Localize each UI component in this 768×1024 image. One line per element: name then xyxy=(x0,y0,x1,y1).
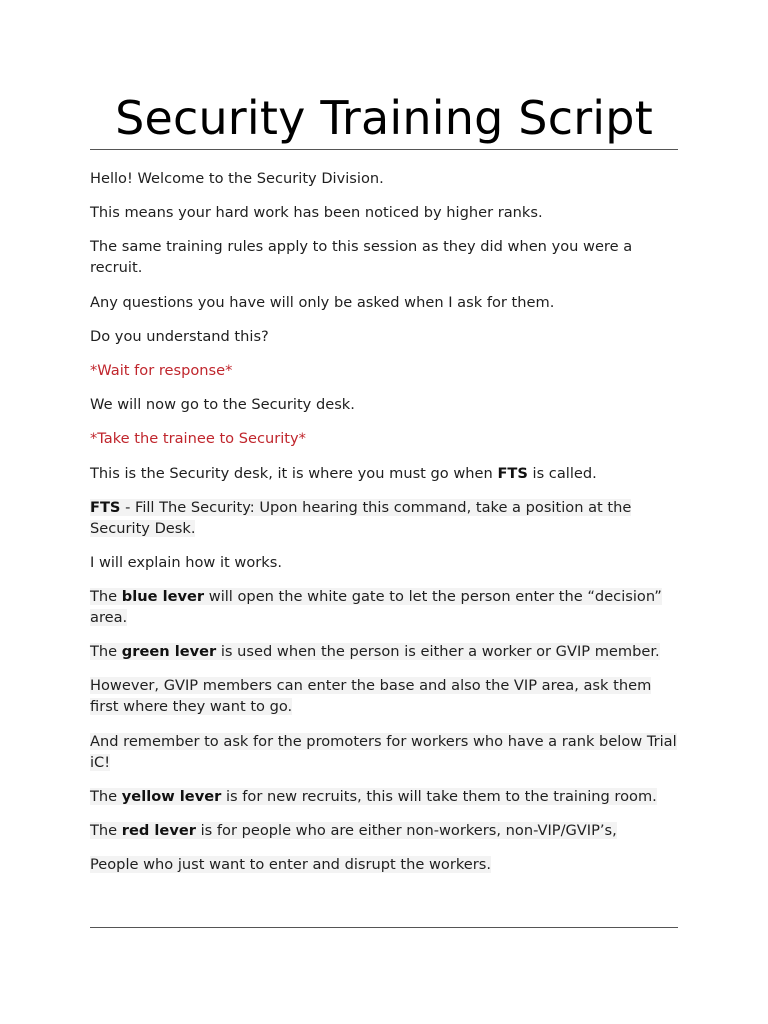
highlighted-text xyxy=(90,677,651,715)
text-run: Do you understand this? xyxy=(90,327,269,345)
text-run: *Take the trainee to Security* xyxy=(90,430,306,448)
script-paragraph xyxy=(90,497,678,539)
script-paragraph xyxy=(90,786,678,807)
bold-term: yellow lever xyxy=(121,787,222,805)
text-run: And remember to ask for the promoters for workers who have a rank below Trial iC! xyxy=(90,732,677,771)
text-run: is for people who are either non-workers, non-VIP/GVIP’s, xyxy=(195,822,617,839)
script-paragraph xyxy=(90,326,678,347)
text-run: The xyxy=(90,643,122,661)
text-run: This means your hard work has been noticed by higher ranks. xyxy=(90,204,543,222)
document-body xyxy=(90,168,678,888)
bold-term: blue lever xyxy=(121,588,205,606)
script-paragraph xyxy=(90,552,678,573)
text-run: is used when the person is either a worker or GVIP member. xyxy=(216,643,660,661)
bold-term: red lever xyxy=(121,822,196,839)
script-paragraph xyxy=(90,168,678,189)
bold-term: FTS xyxy=(90,498,121,516)
highlighted-text xyxy=(90,856,491,873)
text-run: *Wait for response* xyxy=(90,361,233,379)
document-title: Security Training Script xyxy=(115,91,653,145)
script-paragraph xyxy=(90,236,678,278)
stage-direction xyxy=(90,428,678,449)
text-run: The xyxy=(90,822,122,839)
highlighted-text xyxy=(90,588,662,626)
bold-term: FTS xyxy=(497,464,528,482)
script-paragraph xyxy=(90,854,678,875)
text-run: We will now go to the Security desk. xyxy=(90,396,355,414)
text-run: The xyxy=(90,588,122,606)
bold-term: green lever xyxy=(121,643,217,661)
highlighted-text xyxy=(90,733,677,771)
text-run: is called. xyxy=(527,464,597,482)
text-run: The same training rules apply to this session as they did when you were a recruit. xyxy=(90,238,633,277)
text-run: Hello! Welcome to the Security Division. xyxy=(90,170,384,187)
script-paragraph xyxy=(90,202,678,223)
script-paragraph xyxy=(90,641,678,662)
script-paragraph xyxy=(90,394,678,415)
text-run: People who just want to enter and disrupt the workers. xyxy=(90,856,491,874)
script-paragraph xyxy=(90,586,678,628)
text-run: The xyxy=(90,787,122,805)
highlighted-text xyxy=(90,499,631,537)
text-run: is for new recruits, this will take them to the training room. xyxy=(221,787,657,805)
highlighted-text xyxy=(90,822,617,839)
highlighted-text xyxy=(90,643,660,660)
text-run: Any questions you have will only be asked when I ask for them. xyxy=(90,293,555,311)
text-run: - Fill The Security: Upon hearing this command, take a position at the Security Desk. xyxy=(90,498,632,537)
text-run: I will explain how it works. xyxy=(90,553,282,571)
title-underline xyxy=(90,149,678,150)
text-run: However, GVIP members can enter the base and also the VIP area, ask them first where they want to go. xyxy=(90,677,652,716)
script-paragraph xyxy=(90,731,678,773)
stage-direction xyxy=(90,360,678,381)
text-run: will open the white gate to let the person enter the “decision” area. xyxy=(90,588,662,627)
highlighted-text xyxy=(90,788,657,805)
script-paragraph xyxy=(90,463,678,484)
text-run: This is the Security desk, it is where you must go when xyxy=(90,464,498,482)
script-paragraph xyxy=(90,820,678,841)
script-paragraph xyxy=(90,675,678,717)
bottom-divider xyxy=(90,927,678,928)
script-paragraph xyxy=(90,292,678,313)
